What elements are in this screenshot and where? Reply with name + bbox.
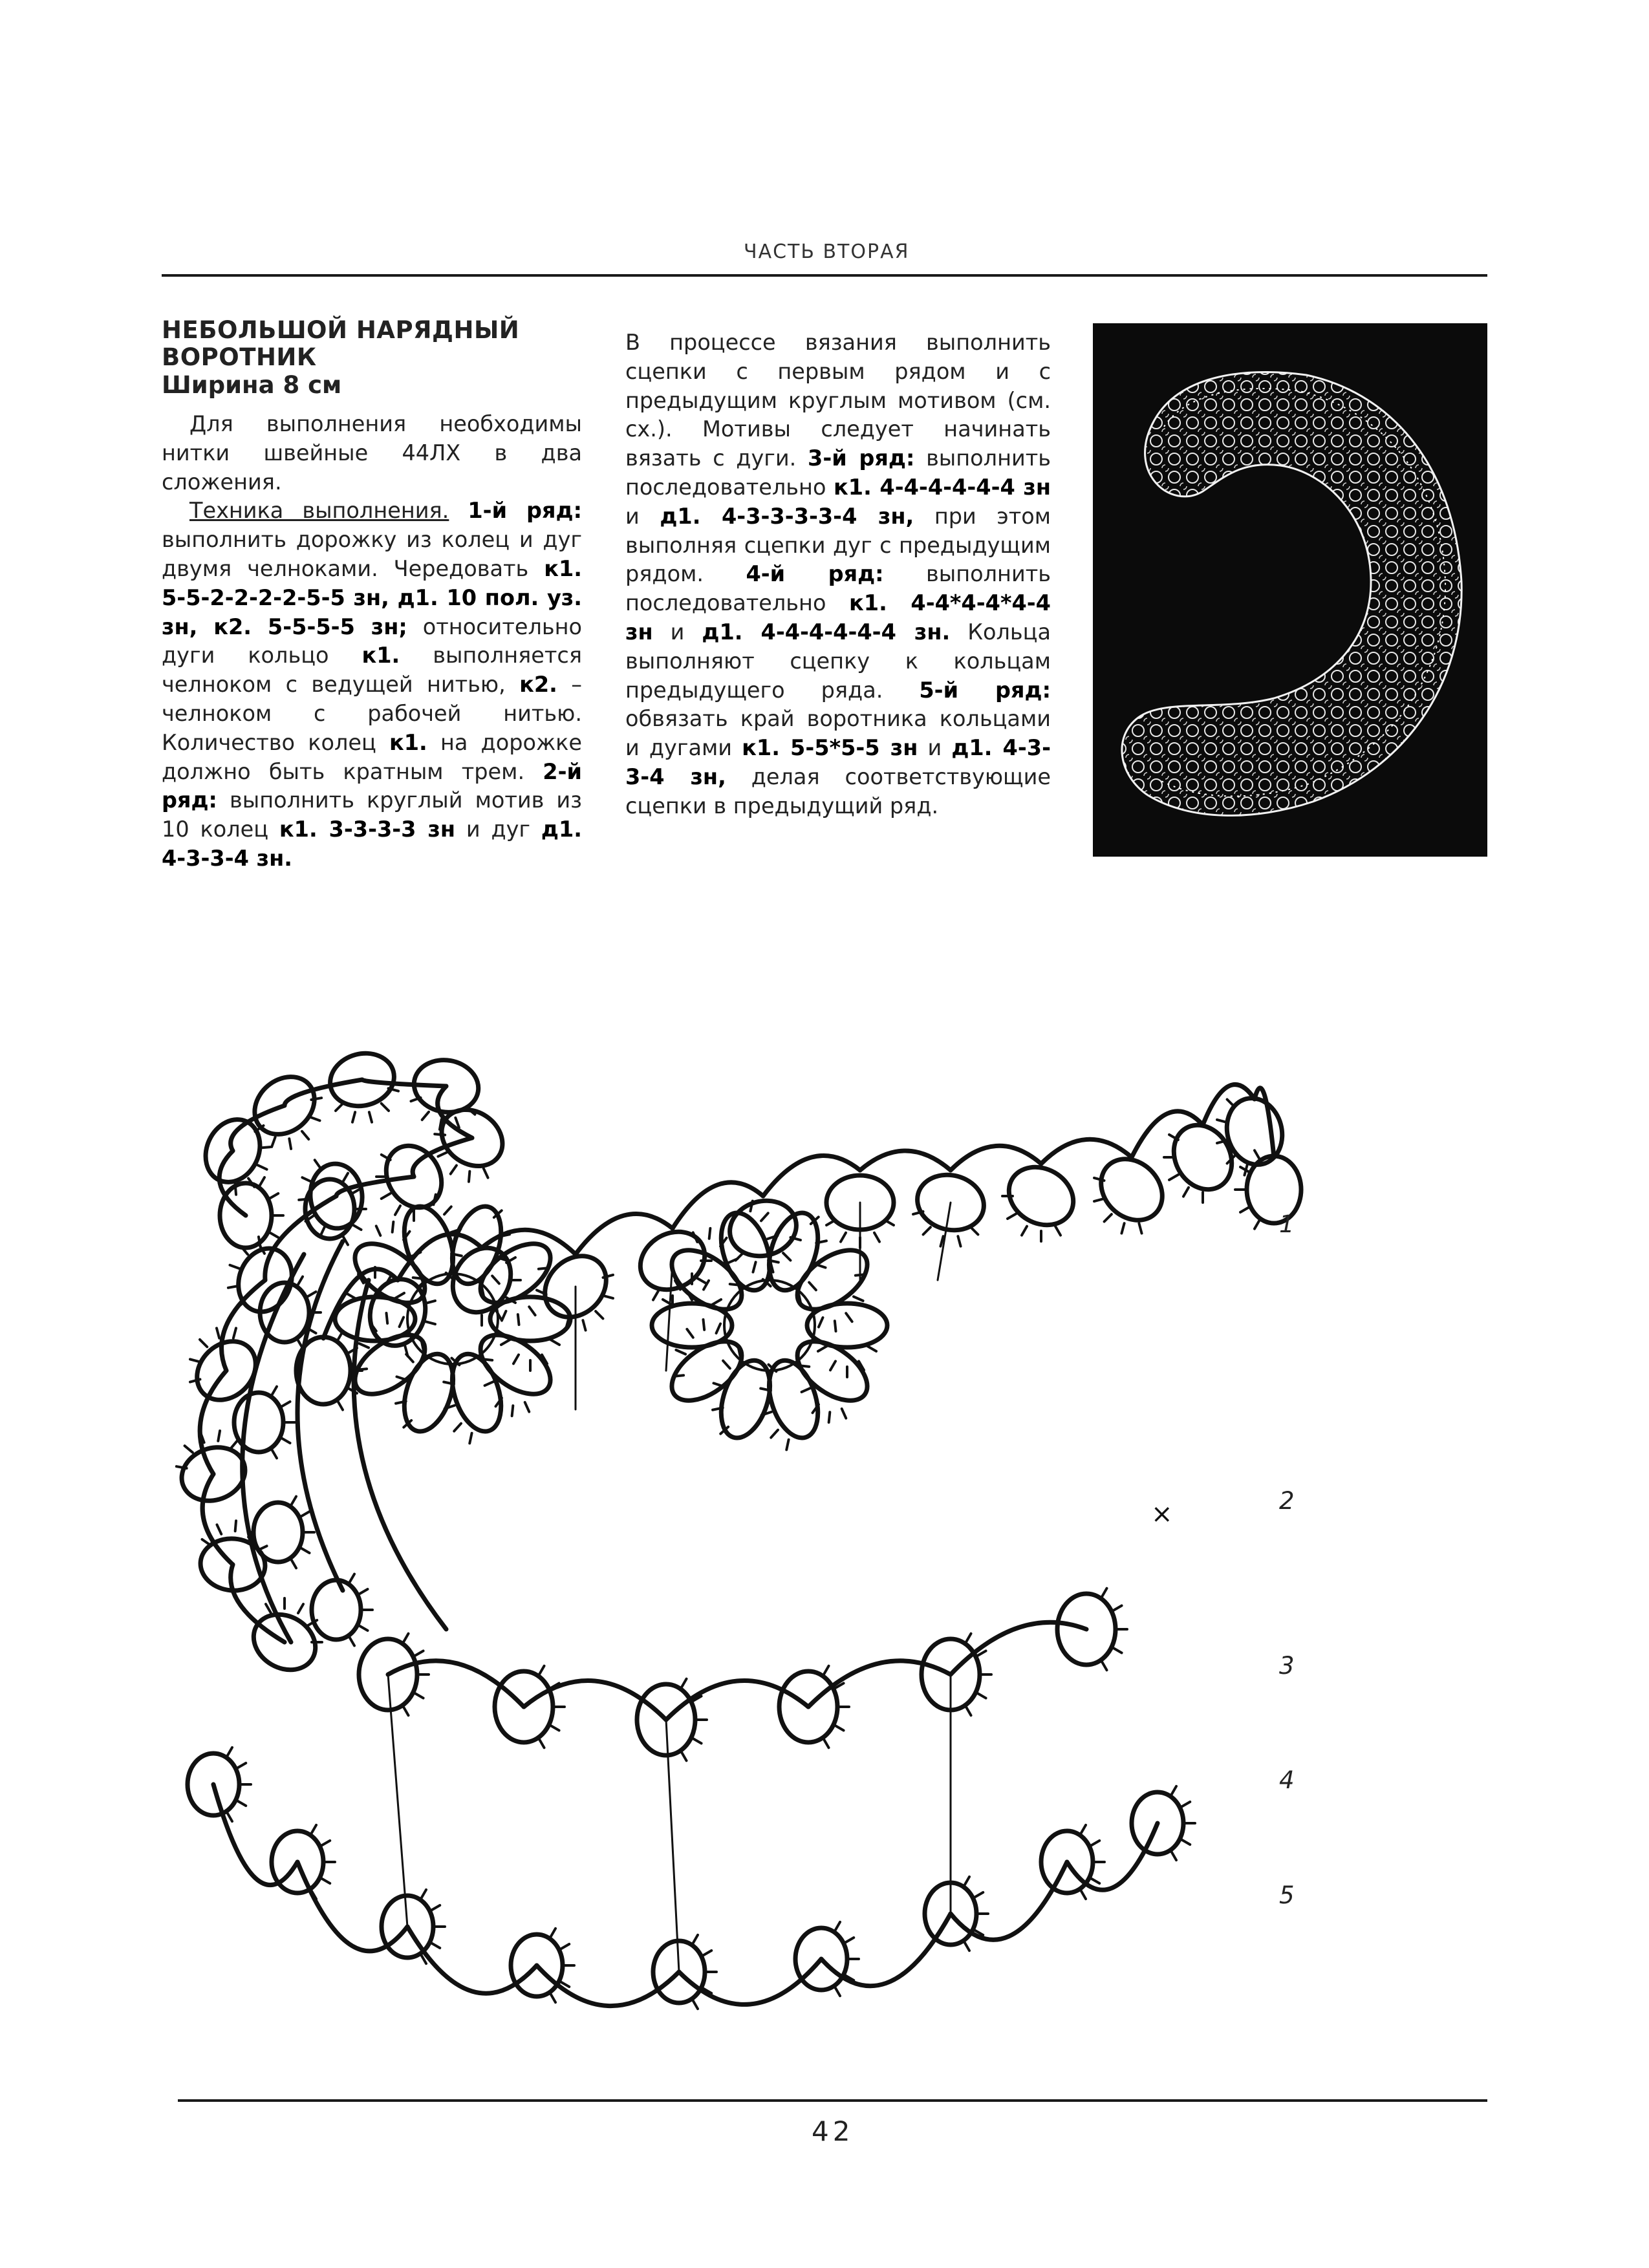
picot — [386, 1313, 387, 1323]
picot — [1171, 1851, 1176, 1860]
row1-arc — [576, 1214, 673, 1255]
picot — [693, 1738, 702, 1744]
curl-arc — [231, 1565, 285, 1642]
row5-arc — [821, 1914, 951, 1986]
row-label-3: 3 — [1279, 1652, 1295, 1680]
picot — [291, 1559, 296, 1568]
connector-line — [938, 1203, 951, 1280]
picot — [454, 1424, 461, 1431]
picot — [771, 1430, 778, 1438]
row1-k1-b: к1. — [389, 729, 427, 755]
picot — [422, 1112, 429, 1120]
picot — [217, 1328, 219, 1338]
row1-text: выполнить дорожку из колец и дуг двумя челноками. Чередовать — [162, 527, 582, 581]
row3-ring — [253, 1503, 303, 1562]
picot — [315, 1160, 321, 1168]
row2-ring: к1. 3-3-3-3 зн — [279, 817, 455, 842]
picot — [484, 1168, 488, 1178]
row1-k2: к2. — [519, 672, 557, 698]
picot — [809, 1282, 816, 1290]
row-3-arcs — [234, 1173, 446, 1646]
picot — [1113, 1606, 1122, 1611]
picot — [513, 1354, 519, 1364]
picot — [228, 1286, 239, 1288]
picot — [431, 1943, 440, 1948]
instructions-continued — [625, 328, 1051, 821]
picot — [415, 1651, 424, 1656]
picot — [1081, 1890, 1086, 1899]
row5-arc: д1. 4-3-3-4 зн, — [625, 735, 1051, 789]
picot — [444, 1206, 451, 1214]
instructions-paragraph — [162, 497, 582, 873]
picot — [687, 1329, 693, 1338]
picot — [218, 1431, 220, 1441]
picot — [539, 1268, 549, 1269]
picot — [359, 1625, 368, 1631]
picot — [966, 1706, 971, 1715]
picot — [1171, 1786, 1176, 1795]
row-label-4: 4 — [1279, 1766, 1295, 1794]
row5-text: обвязать край воротника кольцами и дугами — [625, 706, 1051, 761]
row3-ring — [312, 1580, 361, 1640]
row-2-motifs — [335, 1195, 887, 1450]
picot — [829, 1412, 830, 1422]
picot — [237, 1763, 246, 1768]
picot — [336, 1104, 343, 1111]
row5-ring: к1. 5-5*5-5 зн — [742, 735, 918, 761]
intro-paragraph: Для выполнения необходимы нитки швейные 44ЛХ в два сложения. — [162, 411, 582, 495]
row-label-1: 1 — [1279, 1210, 1295, 1238]
picot — [338, 1401, 343, 1410]
row2-text-2: и дуг — [466, 817, 531, 842]
picot — [761, 1213, 768, 1221]
picot — [406, 1354, 413, 1362]
picot — [346, 1293, 355, 1298]
row-5-edge — [188, 1748, 1195, 2009]
picot — [717, 1323, 721, 1333]
row2-arc: д1. 4-3-3-4 зн. — [162, 817, 582, 871]
title-line-2: ВОРОТНИК — [162, 343, 317, 371]
row4-label: 4-й ряд: — [746, 561, 884, 587]
picot — [835, 1726, 844, 1731]
picot — [753, 1262, 755, 1272]
picot — [977, 1693, 986, 1698]
picot — [1181, 1802, 1190, 1807]
picot — [272, 1387, 277, 1396]
picot — [1139, 1223, 1141, 1233]
picot — [550, 1993, 555, 2002]
picot — [297, 1277, 303, 1286]
picot — [697, 1278, 706, 1283]
row3-arc: д1. 4-3-3-3-3-4 зн, — [660, 503, 914, 529]
picot — [1121, 1223, 1124, 1233]
picot — [682, 1751, 687, 1760]
picot — [1113, 1648, 1122, 1653]
row-4-arcs — [359, 1589, 1127, 1760]
picot — [964, 1942, 969, 1951]
picot — [302, 1177, 312, 1182]
picot — [235, 1521, 236, 1531]
picot — [1169, 1175, 1178, 1180]
text-column-2 — [625, 328, 1051, 821]
picot — [485, 1382, 495, 1386]
picot — [693, 2000, 698, 2009]
picot — [846, 1313, 852, 1321]
picot — [539, 1738, 544, 1748]
picot — [802, 1388, 812, 1393]
picot — [502, 1311, 506, 1321]
picot — [1255, 1220, 1260, 1229]
picot — [830, 1361, 835, 1370]
picot — [786, 1440, 788, 1450]
picot — [1181, 1839, 1190, 1845]
row3-ring — [234, 1393, 283, 1452]
picot — [281, 1402, 290, 1407]
picot — [259, 1237, 261, 1247]
picot — [1055, 1226, 1061, 1236]
picot — [966, 1634, 971, 1643]
connector-line — [666, 1261, 673, 1371]
picot — [431, 1905, 440, 1910]
picot — [712, 1300, 721, 1305]
picot — [550, 1340, 559, 1345]
picot — [269, 1193, 278, 1199]
curl-arc — [285, 1080, 362, 1106]
picot — [1240, 1207, 1249, 1212]
picot — [501, 1340, 510, 1345]
row2-label: 2-й ряд: — [162, 758, 582, 813]
picot — [321, 1878, 330, 1883]
picot — [842, 1409, 846, 1418]
row1-ring — [724, 1193, 803, 1263]
picot — [874, 1233, 879, 1242]
row3-ring: к1. 4-4-4-4-4-4 зн — [834, 474, 1051, 500]
picot — [359, 1343, 369, 1348]
picot — [321, 1841, 330, 1846]
picot — [603, 1296, 613, 1298]
row4-text: выполнить последовательно — [625, 561, 1051, 616]
row4-text-2: Кольца выполняют сцепку к кольцам предыдущего ряда. — [625, 619, 1051, 703]
row-label-2: 2 — [1279, 1487, 1295, 1515]
picot — [1090, 1841, 1099, 1846]
picot — [426, 1321, 435, 1324]
picot — [1183, 1188, 1189, 1197]
running-head: ЧАСТЬ ВТОРАЯ — [744, 241, 910, 263]
picot — [525, 1402, 530, 1412]
picot — [301, 1548, 310, 1553]
picot — [1105, 1214, 1112, 1221]
picot — [451, 1166, 457, 1174]
picot — [307, 1292, 316, 1297]
picot — [217, 1524, 221, 1534]
picot — [349, 1637, 354, 1646]
picot — [835, 1922, 840, 1931]
picot — [923, 1227, 931, 1234]
picot — [421, 1890, 426, 1899]
picot — [257, 1165, 267, 1170]
picot — [435, 1134, 445, 1135]
row3-label: 3-й ряд: — [808, 445, 915, 471]
picot — [1102, 1661, 1107, 1670]
picot — [311, 1825, 316, 1834]
picot — [1081, 1825, 1086, 1834]
picot — [1022, 1226, 1027, 1236]
header-rule — [162, 274, 1487, 277]
picot — [492, 1276, 499, 1283]
picot — [349, 1574, 354, 1583]
picot — [550, 1929, 555, 1938]
picot — [783, 1253, 790, 1260]
row1-label: 1-й ряд: — [468, 498, 583, 524]
picot — [709, 1228, 711, 1239]
picot — [824, 1738, 829, 1748]
collar-shape — [1122, 372, 1461, 815]
picot — [382, 1104, 389, 1111]
row3-and: и — [625, 503, 640, 529]
row2-text: выполнить круглый мотив из 10 колец — [162, 787, 582, 842]
picot — [560, 1944, 569, 1949]
join-mark: × — [1151, 1499, 1173, 1529]
row-label-5: 5 — [1279, 1881, 1295, 1909]
picot — [272, 1137, 275, 1147]
motif-petal — [662, 1330, 752, 1413]
picot — [298, 1604, 303, 1613]
row5-arc — [297, 1862, 407, 1951]
row4-and: и — [670, 619, 685, 645]
picot — [343, 1173, 348, 1182]
picot — [819, 1318, 823, 1327]
text-column-1 — [162, 317, 582, 873]
picot — [702, 1951, 711, 1956]
picot — [235, 1184, 236, 1195]
row5-arc — [679, 1959, 821, 2004]
picot — [291, 1497, 296, 1506]
picot — [1102, 1589, 1107, 1598]
picot — [867, 1346, 876, 1351]
picot — [237, 1801, 246, 1806]
picot — [818, 1346, 827, 1351]
picot — [958, 1236, 960, 1246]
picot — [835, 1987, 840, 1996]
picot — [302, 1131, 308, 1139]
technique-label: Техника выполнения. — [189, 498, 449, 524]
picot — [281, 1438, 290, 1443]
picot — [202, 1539, 210, 1545]
row2-text-3: В процессе вязания выполнить сцепки с первым рядом и с предыдущим круглым мотивом (см. сх.). Мотивы следует начинать вязать с дуги. — [625, 330, 1051, 471]
picot — [693, 1935, 698, 1944]
picot — [185, 1446, 193, 1452]
picot — [227, 1748, 232, 1757]
picot — [438, 1152, 447, 1157]
picot — [1094, 1199, 1104, 1201]
row3-text-2: при этом выполняя сцепки дуг с предыдущим рядом. — [625, 503, 1051, 587]
row1-text-2: относительно дуги кольцо — [162, 614, 582, 669]
picot — [835, 1321, 836, 1331]
picot — [297, 1340, 303, 1349]
picot — [352, 1112, 355, 1122]
row1-text-5: на дорожке должно быть кратным трем. — [162, 729, 582, 784]
picot — [550, 1726, 559, 1731]
row4-arc: д1. 4-4-4-4-4-4 зн. — [702, 619, 951, 645]
picot — [272, 1450, 277, 1459]
picot — [301, 1512, 310, 1517]
picot — [415, 1693, 424, 1698]
row5-text-2: делая соответствующие сцепки в предыдущий ряд. — [625, 764, 1051, 818]
picot — [824, 1666, 829, 1675]
title-line-1: НЕБОЛЬШОЙ НАРЯДНЫЙ — [162, 316, 520, 344]
picot — [841, 1233, 846, 1242]
picot — [512, 1406, 513, 1416]
picot — [1227, 1100, 1234, 1107]
picot — [583, 1320, 585, 1330]
picot — [596, 1311, 603, 1318]
picot — [260, 1147, 270, 1148]
collar-photo — [1093, 323, 1487, 857]
connector-line — [388, 1674, 407, 1927]
picot — [404, 1634, 409, 1643]
row4-ring: к1. 4-4*4-4*4-4 зн — [625, 590, 1051, 645]
footer-rule — [178, 2099, 1487, 2102]
collar-photo-image — [1093, 323, 1487, 857]
picot — [369, 1112, 372, 1122]
picot — [231, 1440, 237, 1448]
article-title — [162, 317, 582, 371]
picot — [854, 1296, 863, 1301]
picot — [395, 1206, 400, 1215]
picot — [529, 1307, 535, 1315]
picot — [177, 1466, 187, 1468]
picot — [230, 1265, 239, 1268]
picot — [289, 1139, 291, 1149]
row1-arc — [860, 1151, 951, 1170]
article-subtitle: Ширина 8 см — [162, 371, 342, 399]
row5-arc — [951, 1862, 1067, 1940]
connector-lines — [388, 1203, 951, 1972]
picot — [190, 1359, 200, 1362]
picot — [259, 1177, 264, 1186]
picot — [539, 1666, 544, 1675]
picot — [376, 1226, 381, 1236]
picot — [653, 1291, 658, 1300]
picot — [676, 1350, 685, 1354]
picot — [311, 1098, 321, 1100]
motif-center — [724, 1280, 815, 1371]
picot — [1008, 1214, 1017, 1219]
row5-and: и — [927, 735, 942, 761]
picot — [723, 1361, 730, 1369]
picot — [1090, 1878, 1099, 1883]
row3-text: выполнить последовательно — [625, 445, 1051, 500]
picot — [400, 1317, 404, 1327]
row1-formula: к1. 5-5-2-2-2-2-5-5 зн, д1. 10 пол. уз. зн, к2. 5-5-5-5 зн; — [162, 555, 582, 639]
tatting-diagram — [175, 1009, 1474, 2082]
picot — [227, 1812, 232, 1821]
picot — [971, 1227, 978, 1234]
curl-arc — [200, 1371, 226, 1474]
picot — [393, 1222, 394, 1232]
picot — [703, 1320, 704, 1330]
picot — [356, 1369, 367, 1370]
picot — [404, 1706, 409, 1715]
picot — [1255, 1150, 1260, 1159]
picot — [682, 1679, 687, 1688]
row3-arc — [354, 1280, 446, 1629]
picot — [673, 1375, 684, 1376]
picot — [352, 1225, 361, 1230]
page-number: 42 — [812, 2115, 854, 2147]
picot — [518, 1314, 519, 1325]
row1-arc — [1132, 1111, 1203, 1157]
row1-k1: к1. — [361, 643, 400, 669]
picot — [382, 1193, 391, 1199]
motif-petal — [787, 1239, 878, 1321]
picot — [469, 1433, 471, 1444]
picot — [359, 1589, 368, 1594]
picot — [845, 1938, 854, 1943]
connector-line — [666, 1720, 679, 1972]
picot — [233, 1328, 236, 1338]
picot — [395, 1293, 404, 1298]
picot — [974, 1892, 983, 1898]
picot — [200, 1340, 207, 1347]
picot — [269, 1232, 278, 1237]
row1-text-3: выполняется челноком с ведущей нитью, — [162, 643, 582, 698]
curl-arc — [362, 1080, 446, 1086]
row5-label: 5-й ряд: — [919, 677, 1051, 703]
row1-text-4: – челноком с рабочей нитью. Количество колец — [162, 672, 582, 755]
picot — [964, 1877, 969, 1886]
picot — [310, 1117, 319, 1120]
row5-arc — [407, 1927, 537, 1993]
